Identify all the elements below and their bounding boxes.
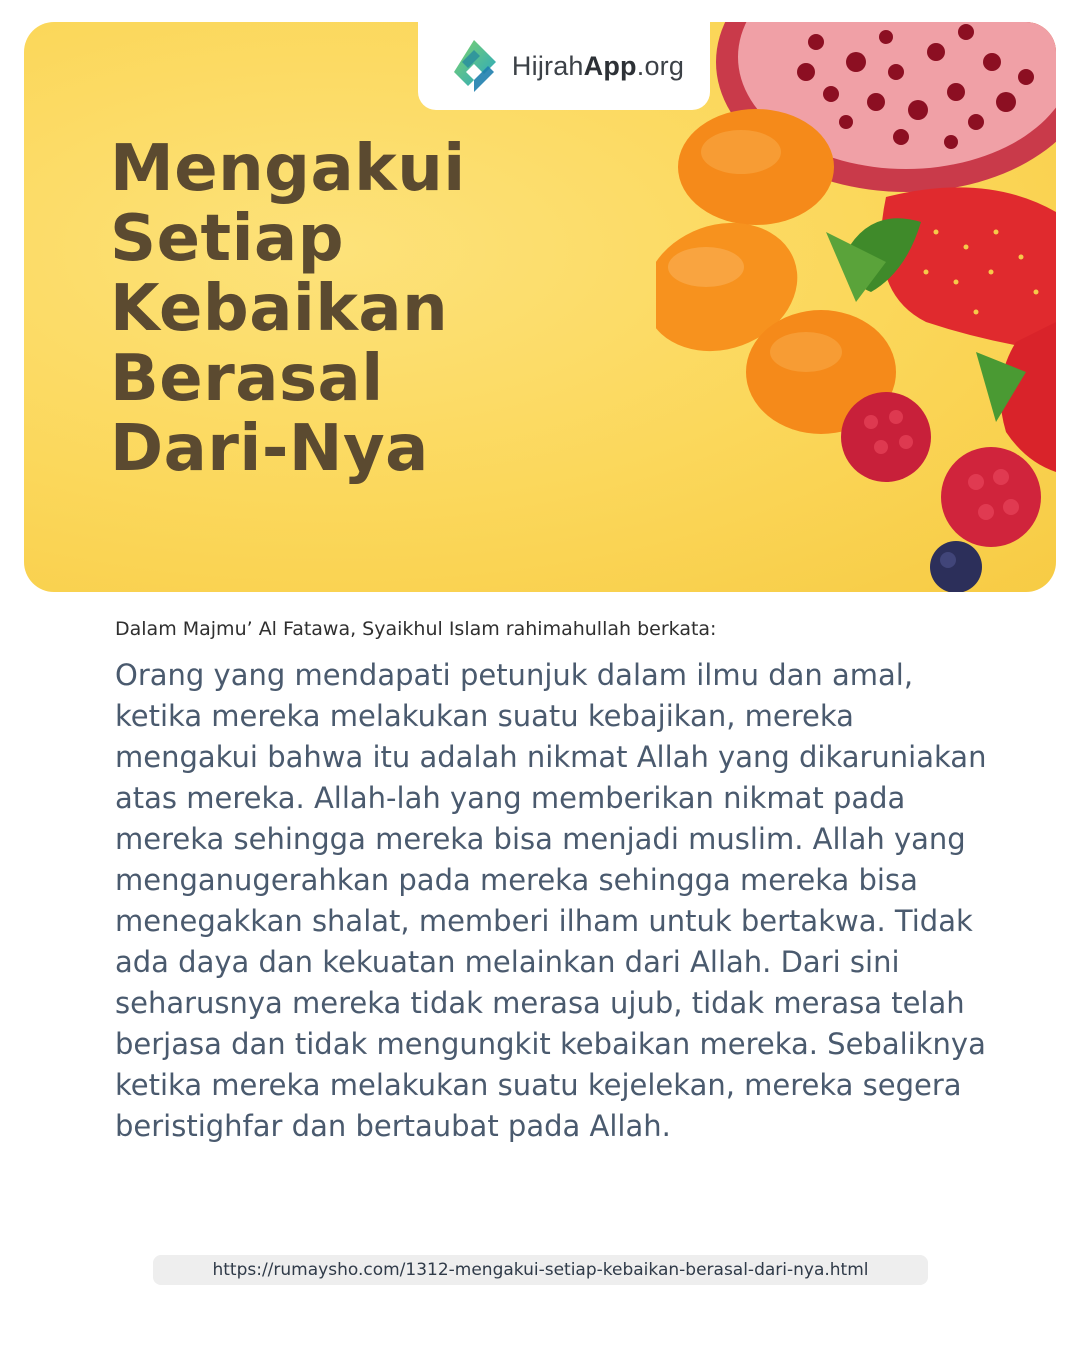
logo[interactable] xyxy=(418,22,710,110)
hero-banner xyxy=(24,22,1056,592)
page-title xyxy=(110,134,530,484)
blueberry-icon xyxy=(930,541,982,592)
intro-text: Dalam Majmu’ Al Fatawa, Syaikhul Islam rahimahullah berkata: xyxy=(115,618,717,640)
brand-name: HijrahApp.org xyxy=(511,50,685,81)
fruit-illustration xyxy=(656,22,1056,592)
title-line: Setiap xyxy=(110,202,345,276)
title-line: Kebaikan xyxy=(110,272,449,346)
title-line: Dari-Nya xyxy=(110,412,429,486)
title-line: Berasal xyxy=(110,342,384,416)
hijrahapp-logo-icon xyxy=(444,36,504,96)
title-line: Mengakui xyxy=(110,132,466,206)
source-link[interactable]: https://rumaysho.com/1312-mengakui-setiap-kebaikan-berasal-dari-nya.html xyxy=(153,1255,928,1285)
quote-text: Orang yang mendapati petunjuk dalam ilmu dan amal, ketika mereka melakukan suatu kebajikan, mereka mengakui bahwa itu adalah nikmat Allah yang dikaruniakan atas mereka. Allah-lah yang memberikan nikmat pada mereka sehingga mereka bisa menjadi muslim. Allah yang menganugerahkan pada mereka sehingga mereka bisa menegakkan shalat, memberi ilham untuk bertakwa. Tidak ada daya dan kekuatan melainkan dari Allah. Dari sini seharusnya mereka tidak merasa ujub, tidak merasa telah berjasa dan tidak mengungkit kebaikan mereka. Sebaliknya ketika mereka melakukan suatu kejelekan, mereka segera beristighfar dan bertaubat pada Allah. xyxy=(115,658,987,1143)
